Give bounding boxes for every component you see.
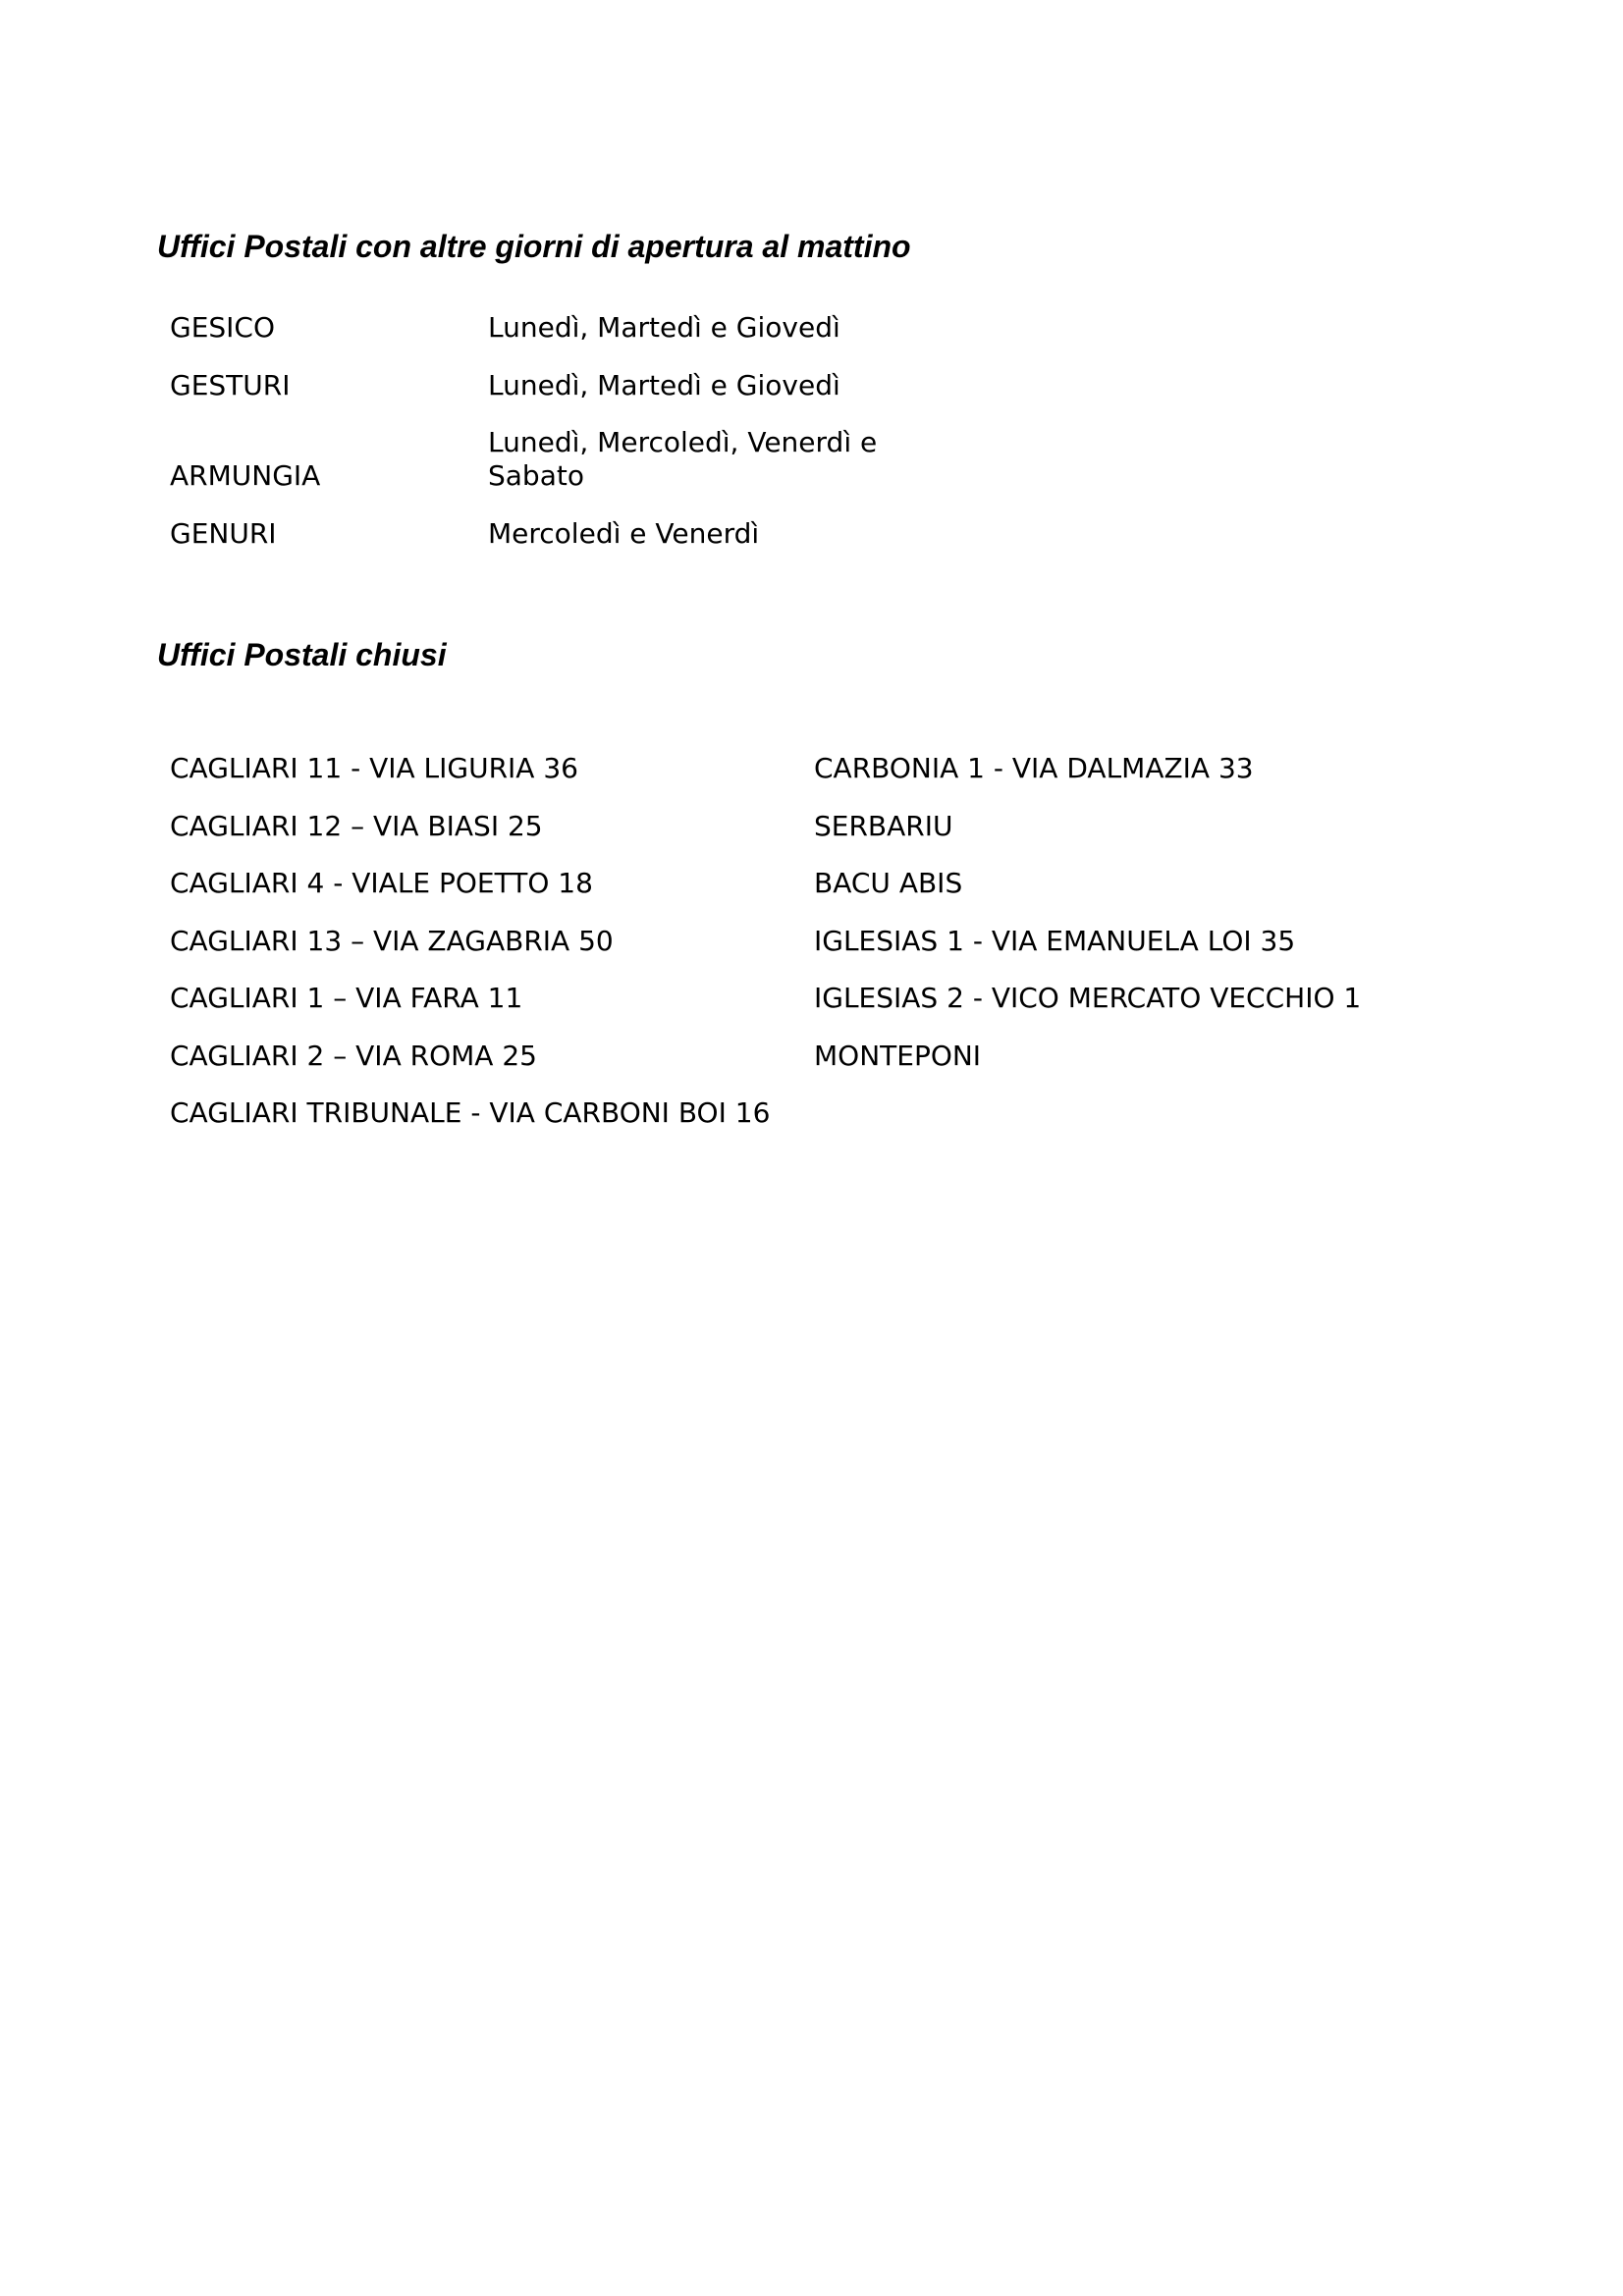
list-item: CAGLIARI 2 – VIA ROMA 25 <box>170 1040 537 1072</box>
list-item: IGLESIAS 1 - VIA EMANUELA LOI 35 <box>814 925 1296 957</box>
table-row <box>170 426 955 493</box>
opening-days: Lunedì, Martedì e Giovedì <box>488 369 840 401</box>
opening-days <box>488 426 940 493</box>
list-item: CAGLIARI 4 - VIALE POETTO 18 <box>170 867 593 899</box>
list-item: BACU ABIS <box>814 867 963 899</box>
opening-days: Lunedì, Martedì e Giovedì <box>488 311 840 344</box>
office-name: GESTURI <box>170 369 291 401</box>
list-item: IGLESIAS 2 - VICO MERCATO VECCHIO 1 <box>814 982 1362 1014</box>
opening-days-line: Lunedì, Mercoledì, Venerdì e <box>488 426 878 458</box>
table-row <box>170 517 955 551</box>
list-item: CARBONIA 1 - VIA DALMAZIA 33 <box>814 752 1254 784</box>
table-row <box>170 311 955 345</box>
list-item: CAGLIARI 11 - VIA LIGURIA 36 <box>170 752 578 784</box>
opening-days-line: Sabato <box>488 459 584 492</box>
list-item: CAGLIARI TRIBUNALE - VIA CARBONI BOI 16 <box>170 1096 771 1129</box>
office-name: GESICO <box>170 311 276 344</box>
office-name: GENURI <box>170 517 277 550</box>
section-open-title: Uffici Postali con altre giorni di apertura al mattino <box>157 229 911 264</box>
list-item: MONTEPONI <box>814 1040 982 1072</box>
office-name: ARMUNGIA <box>170 459 321 492</box>
section-closed-title: Uffici Postali chiusi <box>157 637 447 672</box>
table-row <box>170 369 955 402</box>
list-item: SERBARIU <box>814 810 953 842</box>
list-item: CAGLIARI 13 – VIA ZAGABRIA 50 <box>170 925 614 957</box>
opening-days: Mercoledì e Venerdì <box>488 517 760 550</box>
list-item: CAGLIARI 1 – VIA FARA 11 <box>170 982 523 1014</box>
list-item: CAGLIARI 12 – VIA BIASI 25 <box>170 810 543 842</box>
